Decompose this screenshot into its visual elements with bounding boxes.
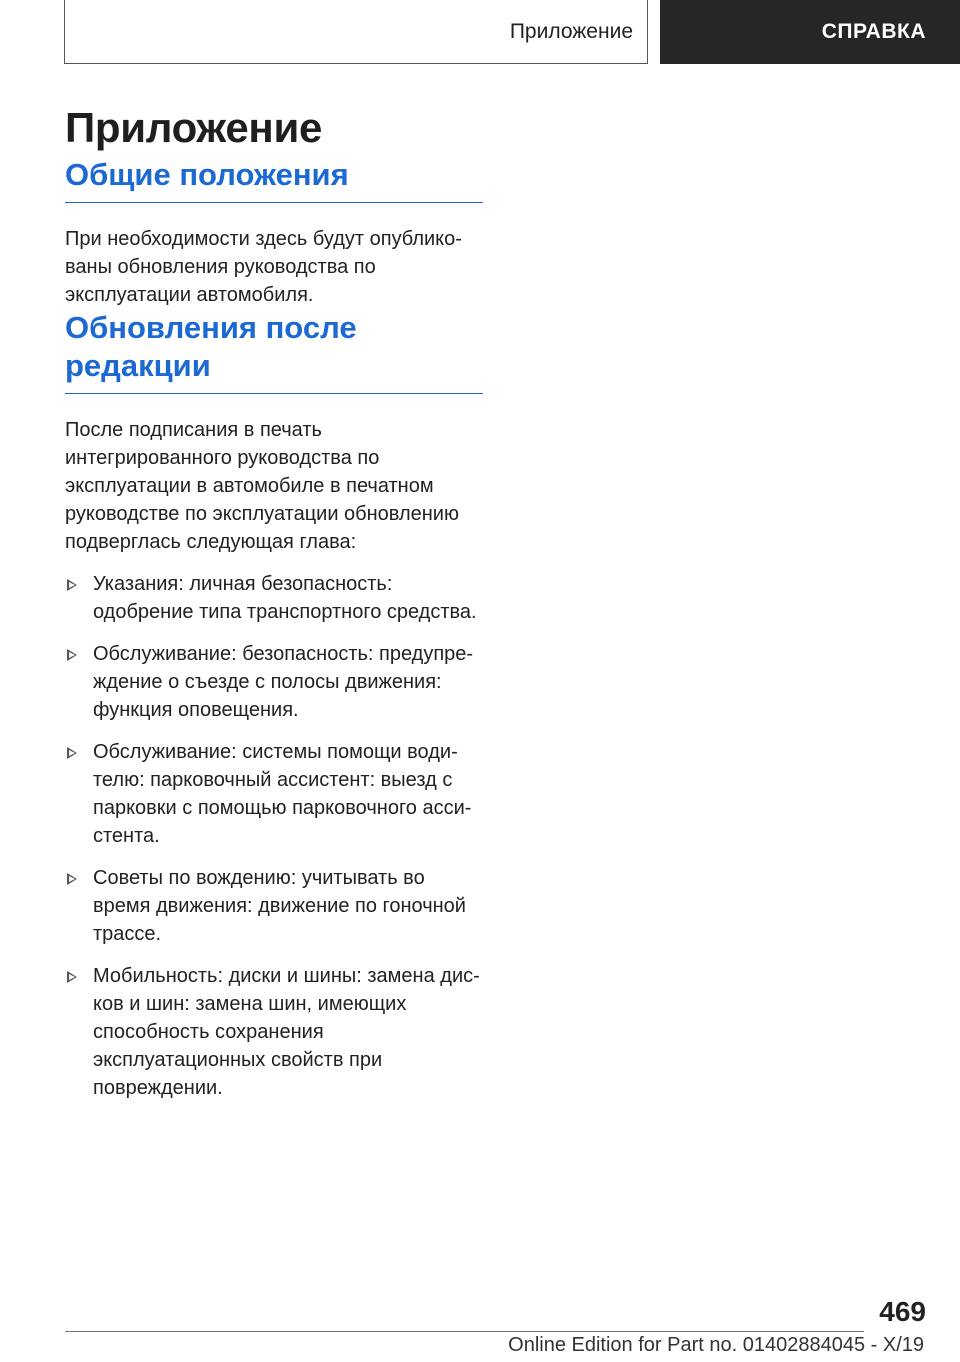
list-item [65, 570, 483, 626]
triangle-bullet-icon [67, 873, 77, 885]
list-item [65, 640, 483, 724]
header-section-label: Приложение [509, 19, 633, 43]
section-paragraph-general: При необходимости здесь будут опубликованы обновления руководства по эксплуатации автомобиля. [65, 228, 462, 306]
section-heading-updates: Обновления после редакции [65, 309, 483, 394]
list-item [65, 864, 483, 948]
page-content [65, 100, 483, 1102]
updated-chapters-list [65, 570, 483, 1102]
list-item-text: Обслуживание: безопасность: предупреждение о съезде с полосы движения: функция оповещения. [93, 643, 474, 721]
triangle-bullet-icon [67, 579, 77, 591]
list-item-text: Указания: личная безопасность: одобрение типа транспортного средства. [93, 573, 477, 623]
triangle-bullet-icon [67, 971, 77, 983]
triangle-bullet-icon [67, 649, 77, 661]
list-item-text: Обслуживание: системы помощи водителю: парковочный ассистент: выезд с парковки с помощью парковочного ассистента. [93, 741, 472, 847]
footer-divider [65, 1331, 864, 1332]
triangle-bullet-icon [67, 747, 77, 759]
header-section-tab [64, 0, 648, 64]
section-paragraph-updates: После подписания в печать интегрированного руководства по эксплуатации в автомобиле в печатном руководстве по эксплуатации обновлению подверглась следующая глава: [65, 419, 459, 553]
list-item [65, 738, 483, 850]
list-item [65, 962, 483, 1102]
header-chapter-tab [660, 0, 960, 64]
section-heading-general: Общие положения [65, 156, 483, 203]
footer-edition-text: Online Edition for Part no. 01402884045 - X/19 [508, 1334, 924, 1356]
header-chapter-label: СПРАВКА [821, 20, 926, 43]
list-item-text: Мобильность: диски и шины: замена дисков и шин: замена шин, имеющих способность сохранения эксплуатационных свойств при повреждении. [93, 965, 480, 1099]
list-item-text: Советы по вождению: учитывать во время движения: движение по гоночной трассе. [93, 867, 466, 945]
page-title: Приложение [65, 104, 323, 151]
page-number: 469 [879, 1296, 926, 1327]
